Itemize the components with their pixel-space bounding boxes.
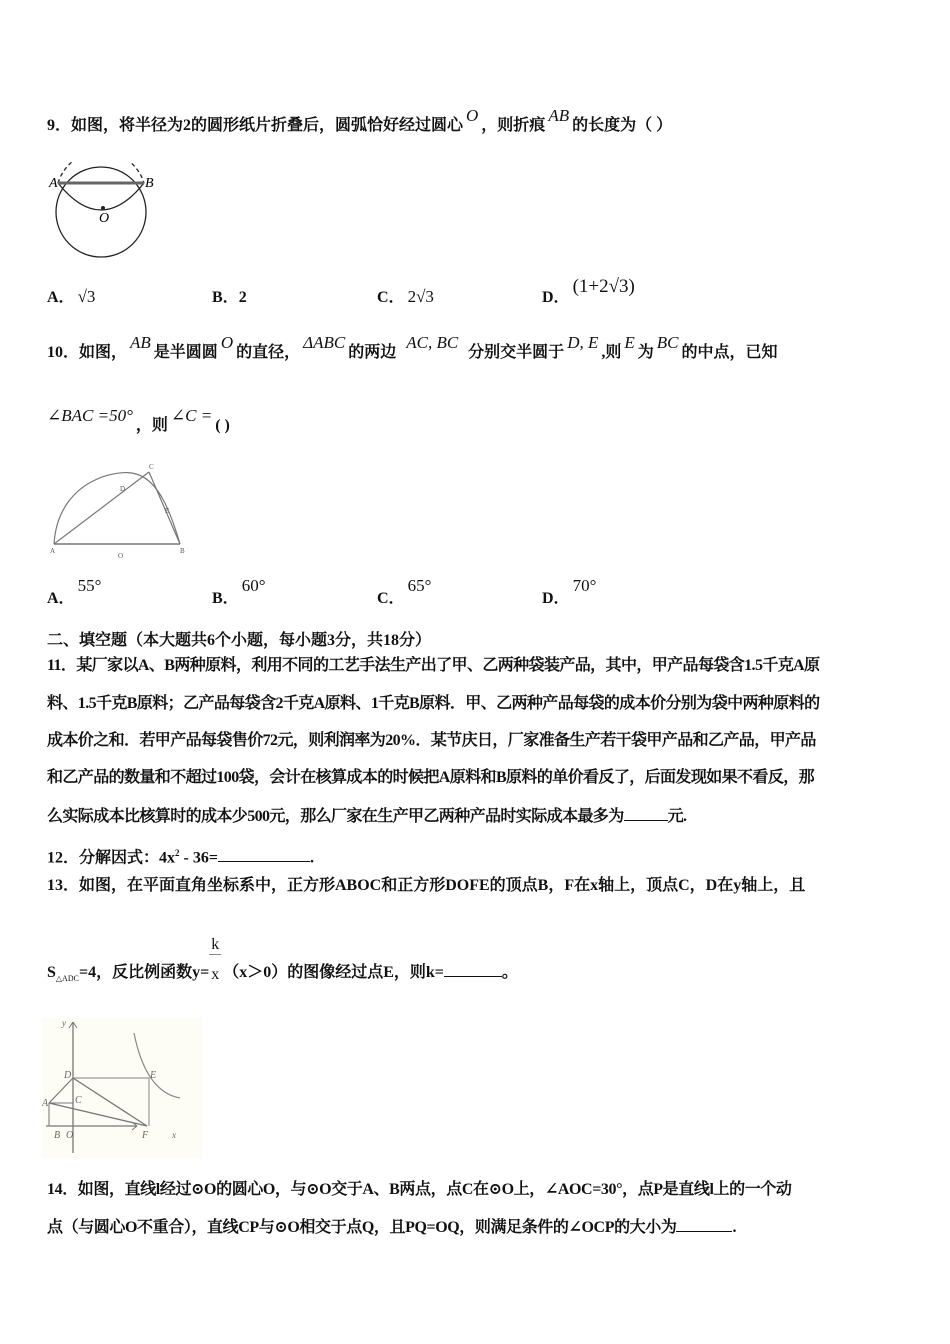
label-B: B (180, 547, 185, 555)
q9-figure-circle (48, 162, 163, 260)
denominator: x (211, 966, 220, 983)
q10-text: 为 (637, 344, 654, 361)
label-E: E (150, 1070, 157, 1081)
question-9-text (47, 106, 673, 136)
q10-option-a[interactable] (47, 576, 104, 608)
answer-blank[interactable] (676, 1217, 732, 1232)
numerator: k (211, 936, 220, 953)
math-BC: BC (656, 333, 679, 352)
q11-last-line (47, 806, 686, 827)
q10-text: ，则 (135, 417, 168, 434)
q10-option-d[interactable] (542, 576, 599, 608)
q10-text: ,则 (601, 344, 622, 361)
math-E: E (624, 333, 635, 352)
math-angle-C: ∠C = (170, 406, 213, 425)
option-letter: B． (212, 590, 239, 607)
math-AB: AB (548, 106, 570, 125)
q13-line2 (47, 936, 518, 989)
label-D: D (120, 485, 126, 493)
q13-tail: 。 (501, 964, 518, 981)
label-A: A (42, 1098, 49, 1109)
section-heading: 二、填空题（本大题共6个小题，每小题3分，共18分） (47, 632, 432, 649)
option-letter: D． (542, 590, 570, 607)
math-O: O (220, 333, 234, 352)
label-C: C (75, 1095, 82, 1106)
math-angle-BAC: ∠BAC =50° (47, 406, 133, 425)
label-C: C (149, 463, 154, 471)
q10-option-b[interactable] (212, 576, 269, 608)
label-A: A (49, 176, 58, 191)
label-A: A (50, 547, 56, 555)
option-letter: C． (377, 289, 405, 306)
q11-line: 料、1.5千克B原料；乙产品每袋含2千克A原料、1千克B原料．甲、乙两种产品每袋的成本价分别为袋中两种原料的 (47, 695, 820, 712)
q10-option-c[interactable] (377, 576, 434, 608)
q9-text-1: 9．如图，将半径为2的圆形纸片折叠后，圆弧恰好经过圆心 (47, 117, 464, 134)
option-letter: B． (212, 289, 239, 306)
option-value: √3 (77, 287, 96, 306)
label-D: D (64, 1070, 72, 1081)
label-F: F (142, 1130, 149, 1141)
question-10-line2 (47, 406, 230, 436)
option-value: 65° (407, 576, 432, 595)
area-symbol: S (47, 964, 56, 981)
q13-text: （x＞0）的图像经过点E，则k= (223, 964, 444, 981)
option-value: 2 (238, 289, 247, 306)
q11-line: 成本价之和．若甲产品每袋售价72元，则利润率为20%．某节庆日，厂家准备生产若干袋甲产品和乙产品，甲产品 (47, 732, 816, 749)
exponent: 2 (175, 848, 180, 858)
option-value: (1+2√3) (572, 276, 635, 297)
option-value: 2√3 (407, 287, 434, 306)
q10-text: 的两边 (348, 344, 397, 361)
answer-blank[interactable] (218, 847, 310, 862)
q12-text: 12．分解因式：4x (47, 849, 176, 867)
question-12 (47, 843, 314, 868)
q14-last-line (47, 1217, 736, 1238)
label-x: x (172, 1130, 176, 1140)
q10-text: 分别交半圆于 (468, 344, 565, 361)
q10-paren: ( ) (215, 417, 230, 434)
q13-text: =4，反比例函数y= (78, 964, 210, 981)
option-letter: A． (47, 289, 75, 306)
q14-tail: . (732, 1219, 737, 1236)
math-AC-BC: AC, BC (406, 333, 459, 352)
label-O: O (66, 1130, 74, 1141)
q9-option-a[interactable] (47, 284, 98, 307)
fraction-k-over-x (209, 936, 223, 983)
q11-line: 11．某厂家以A、B两种原料，利用不同的工艺手法生产出了甲、乙两种袋装产品，其中，甲产品每袋含1.5千克A原 (47, 657, 820, 674)
q10-text: 的中点，已知 (681, 344, 778, 361)
option-letter: C． (377, 590, 405, 607)
q10-figure-semicircle (48, 460, 193, 560)
q11-tail: 元. (667, 808, 687, 825)
label-y: y (62, 1018, 66, 1028)
q9-option-d[interactable] (542, 276, 638, 308)
option-letter: D． (542, 289, 570, 306)
q9-option-b[interactable] (212, 284, 247, 307)
label-B: B (54, 1130, 61, 1141)
q9-text-3: 的长度为（ ） (572, 117, 673, 134)
q9-text-2: ，则折痕 (481, 117, 546, 134)
label-B: B (145, 176, 154, 191)
label-O: O (118, 552, 124, 560)
option-value: 70° (572, 576, 597, 595)
q14-line: 点（与圆心O不重合），直线CP与⊙O相交于点Q，且PQ=OQ，则满足条件的∠OCP的大小为 (47, 1219, 677, 1236)
q13-line1: 13．如图，在平面直角坐标系中，正方形ABOC和正方形DOFE的顶点B，F在x轴上，顶点C，D在y轴上，且 (47, 877, 806, 894)
math-triangle-ABC: ΔABC (303, 333, 346, 352)
q10-text: 10．如图， (47, 344, 128, 361)
answer-blank[interactable] (444, 962, 502, 977)
q14-line: 14．如图，直线l经过⊙O的圆心O，与⊙O交于A、B两点，点C在⊙O上，∠AOC=30°，点P是直线l上的一个动 (47, 1181, 792, 1198)
q9-option-c[interactable] (377, 284, 437, 307)
q10-text: 是半圆圆 (153, 344, 218, 361)
q12-tail: . (309, 849, 314, 867)
area-subscript: △ADC (55, 974, 79, 984)
q11-line: 和乙产品的数量和不超过100袋，会计在核算成本的时候把A原料和B原料的单价看反了，后面发现如果不看反，那 (47, 769, 815, 786)
q13-figure-coordinate (42, 1018, 202, 1158)
label-E: E (165, 507, 170, 515)
answer-blank[interactable] (624, 806, 668, 821)
option-value: 55° (77, 576, 102, 595)
question-10-text (47, 333, 778, 363)
label-O: O (99, 211, 110, 226)
q10-text: 的直径， (236, 344, 301, 361)
fraction-bar (209, 954, 221, 955)
option-letter: A． (47, 590, 75, 607)
q11-line: 么实际成本比核算时的成本少500元，那么厂家在生产甲乙两种产品时实际成本最多为 (47, 808, 624, 825)
math-AB: AB (130, 333, 151, 352)
math-D-E: D, E (567, 333, 599, 352)
q12-text: - 36= (179, 849, 218, 867)
math-O: O (466, 106, 479, 125)
option-value: 60° (241, 576, 266, 595)
